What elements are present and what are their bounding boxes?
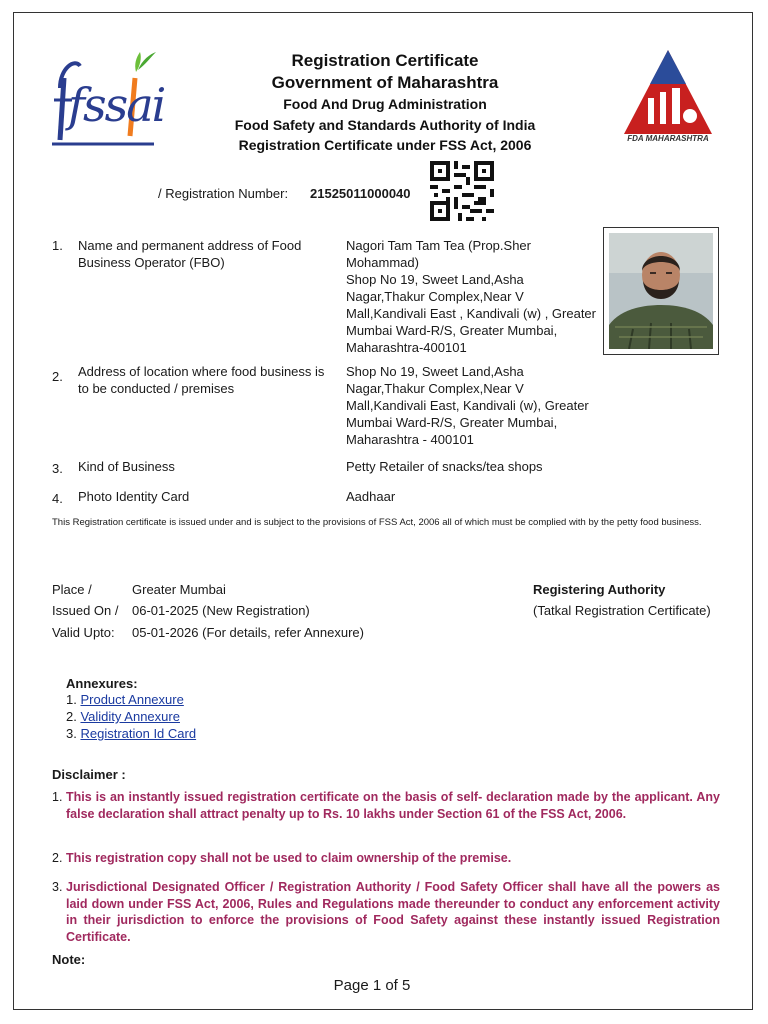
item-1-label: Name and permanent address of Food Business Operator (FBO) (78, 238, 302, 270)
annexure-number: 1. (66, 692, 77, 707)
item-1-value-line: Mohammad) (346, 255, 419, 270)
disclaimer-item-2: This registration copy shall not be used to claim ownership of the premise. (66, 851, 512, 865)
registration-number-label: / Registration Number: (158, 186, 289, 201)
annexure-item (66, 725, 196, 742)
item-1-value-line: Nagar,Thakur Complex,Near V (346, 289, 524, 304)
annexure-number: 3. (66, 726, 77, 741)
item-1-value-line: Mumbai Ward-R/S, Greater Mumbai, (346, 323, 558, 338)
item-4-value: Aadhaar (346, 489, 396, 504)
item-3-label: Kind of Business (78, 459, 175, 474)
item-1-value (346, 237, 608, 356)
item-1-value-line: Nagori Tam Tam Tea (Prop.Sher (346, 238, 531, 253)
annexure-number: 2. (66, 709, 77, 724)
header-certificate-type: Registration Certificate under FSS Act, 2006 (238, 137, 532, 153)
place-label: Place / (52, 582, 92, 597)
header-government: Government of Maharashtra (271, 73, 499, 92)
item-4-label: Photo Identity Card (78, 489, 190, 504)
person-photo-graphic (609, 233, 713, 349)
item-2-value (346, 363, 608, 448)
fda-maharashtra-logo (620, 48, 716, 148)
place-value: Greater Mumbai (132, 582, 226, 597)
header-authority: Food Safety and Standards Authority of India (234, 117, 536, 133)
item-2-label: Address of location where food business is to be conducted / premises (78, 364, 325, 396)
item-1-number: 1. (52, 238, 63, 253)
annexure-item (66, 691, 184, 708)
header-title: Registration Certificate (291, 51, 479, 70)
validity-annexure-link[interactable]: Validity Annexure (80, 709, 180, 724)
disclaimer-item-1: This is an instantly issued registration certificate on the basis of self- declaration made by the applicant. Any false declaration shall attract penalty up to Rs. 10 lakhs under Section 61 of the FSS Act, 2006. (66, 790, 720, 821)
note-label: Note: (52, 952, 86, 967)
item-1-value-line: Maharashtra-400101 (346, 340, 467, 355)
item-2-number: 2. (52, 369, 63, 384)
annexures-title: Annexures: (66, 676, 138, 691)
item-2-value-line: Mumbai Ward-R/S, Greater Mumbai, (346, 415, 558, 430)
issued-label: Issued On / (52, 603, 119, 618)
compliance-notice: This Registration certificate is issued under and is subject to the provisions of FSS Act, 2006 all of which must be complied with by the petty food business. (52, 517, 702, 528)
qr-code (430, 161, 494, 221)
disclaimer-item-3-number: 3. (52, 880, 63, 894)
registration-number: 21525011000040 (310, 186, 411, 201)
item-1-value-line: Shop No 19, Sweet Land,Asha (346, 272, 524, 287)
item-4-number: 4. (52, 491, 63, 506)
fbo-photo (603, 227, 719, 355)
annexure-item (66, 708, 180, 725)
item-3-value: Petty Retailer of snacks/tea shops (346, 459, 543, 474)
fda-logo-text: FDA MAHARASHTRA (627, 134, 709, 143)
item-2-value-line: Mall,Kandivali East, Kandivali (w), Greater (346, 398, 589, 413)
registration-id-card-link[interactable]: Registration Id Card (80, 726, 197, 741)
registering-authority-title: Registering Authority (533, 582, 666, 597)
item-2-value-line: Shop No 19, Sweet Land,Asha (346, 364, 524, 379)
issued-value: 06-01-2025 (New Registration) (132, 603, 310, 618)
item-1-value-line: Mall,Kandivali East , Kandivali (w) , Greater (346, 306, 596, 321)
item-2-value-line: Maharashtra - 400101 (346, 432, 474, 447)
disclaimer-title: Disclaimer : (52, 767, 126, 782)
item-3-number: 3. (52, 461, 63, 476)
disclaimer-item-1-number: 1. (52, 790, 63, 804)
valid-value: 05-01-2026 (For details, refer Annexure) (132, 625, 364, 640)
fssai-logo-text: fssai (68, 78, 165, 132)
disclaimer-item-3: Jurisdictional Designated Officer / Registration Authority / Food Safety Officer shall have all the powers as laid down under FSS Act, 2006, Rules and Regulations made thereunder to conduct any enforcement activity in their jurisdiction to enforce the provisions of Food Safety against these instantly issued Registration Certificate. (66, 880, 720, 944)
valid-label: Valid Upto: (52, 625, 115, 640)
disclaimer-item-2-number: 2. (52, 851, 63, 865)
fssai-logo (50, 48, 165, 148)
item-2-value-line: Nagar,Thakur Complex,Near V (346, 381, 524, 396)
registering-authority-subtitle: (Tatkal Registration Certificate) (533, 603, 711, 618)
fda-logo-graphic (620, 48, 716, 148)
header-department: Food And Drug Administration (283, 96, 487, 112)
page-indicator: Page 1 of 5 (333, 977, 411, 994)
product-annexure-link[interactable]: Product Annexure (80, 692, 184, 707)
